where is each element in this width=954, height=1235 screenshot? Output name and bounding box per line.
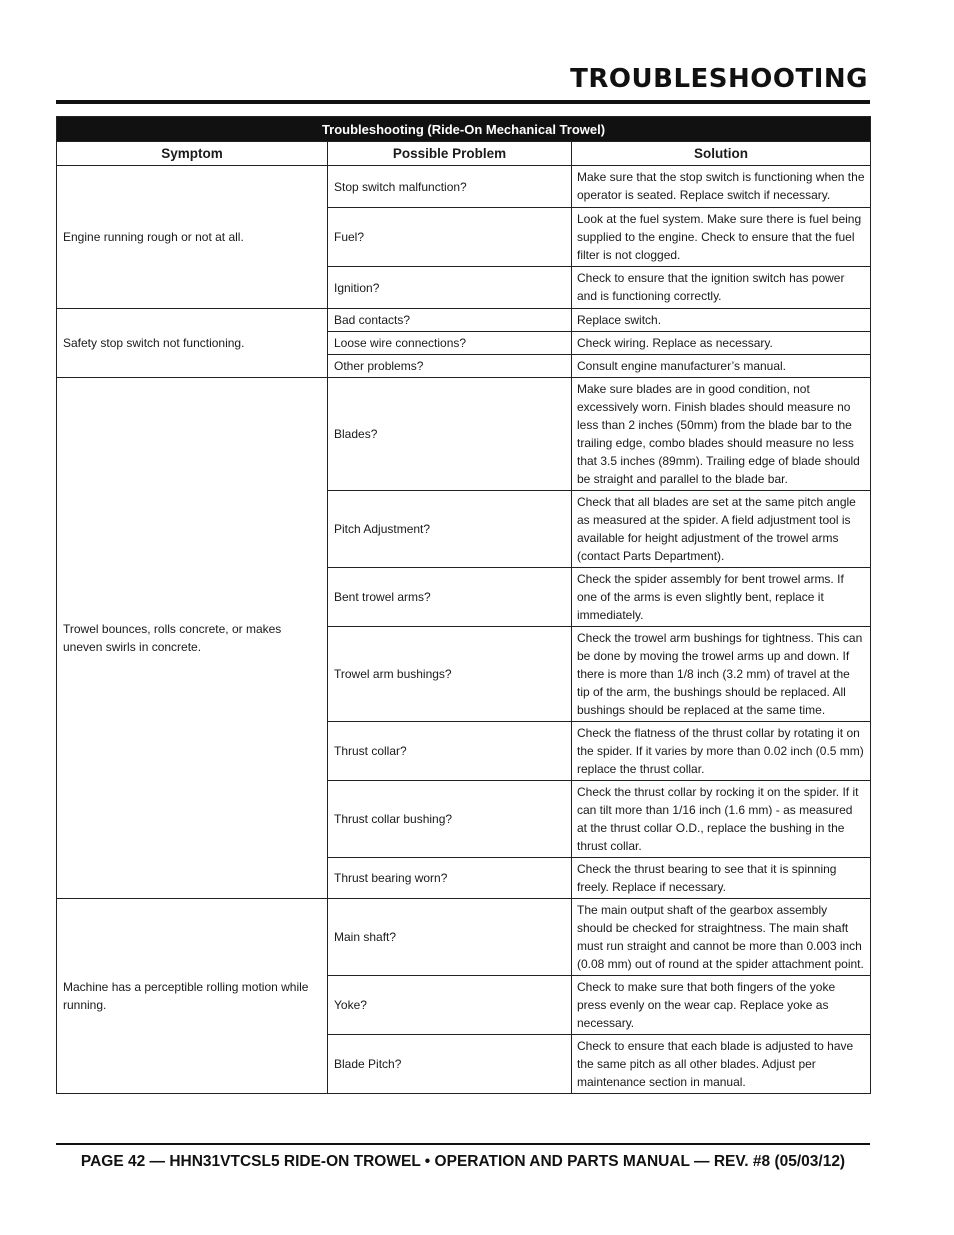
problem-cell: Thrust bearing worn? (328, 858, 572, 899)
symptom-cell: Machine has a perceptible rolling motion while running. (57, 899, 328, 1094)
solution-cell: Check the flatness of the thrust collar by rotating it on the spider. If it varies by more than 0.02 inch (0.5 mm) replace the thrust collar. (572, 722, 871, 781)
solution-cell: Check the spider assembly for bent trowel arms. If one of the arms is even slightly bent, replace it immediately. (572, 568, 871, 627)
symptom-cell: Engine running rough or not at all. (57, 166, 328, 309)
problem-cell: Pitch Adjustment? (328, 491, 572, 568)
problem-cell: Bent trowel arms? (328, 568, 572, 627)
header-symptom: Symptom (57, 142, 328, 166)
solution-cell: The main output shaft of the gearbox assembly should be checked for straightness. The main shaft must run straight and cannot be more than 0.003 inch (0.08 mm) out of round at the spider attachment point. (572, 899, 871, 976)
solution-cell: Make sure that the stop switch is functioning when the operator is seated. Replace switch if necessary. (572, 166, 871, 208)
solution-cell: Check to ensure that the ignition switch has power and is functioning correctly. (572, 267, 871, 309)
problem-cell: Loose wire connections? (328, 332, 572, 355)
solution-cell: Check wiring. Replace as necessary. (572, 332, 871, 355)
header-solution: Solution (572, 142, 871, 166)
title-rule (56, 100, 870, 104)
problem-cell: Thrust collar bushing? (328, 781, 572, 858)
solution-cell: Replace switch. (572, 309, 871, 332)
page-title: TROUBLESHOOTING (570, 64, 868, 94)
header-possible-problem: Possible Problem (328, 142, 572, 166)
problem-cell: Bad contacts? (328, 309, 572, 332)
problem-cell: Thrust collar? (328, 722, 572, 781)
troubleshooting-table (56, 116, 871, 1094)
problem-cell: Main shaft? (328, 899, 572, 976)
problem-cell: Stop switch malfunction? (328, 166, 572, 208)
table-row (57, 899, 871, 976)
problem-cell: Yoke? (328, 976, 572, 1035)
symptom-cell: Safety stop switch not functioning. (57, 309, 328, 378)
solution-cell: Check that all blades are set at the same pitch angle as measured at the spider. A field adjustment tool is available for height adjustment of the trowel arms (contact Parts Department). (572, 491, 871, 568)
solution-cell: Check the thrust bearing to see that it is spinning freely. Replace if necessary. (572, 858, 871, 899)
symptom-cell: Trowel bounces, rolls concrete, or makes uneven swirls in concrete. (57, 378, 328, 899)
solution-cell: Look at the fuel system. Make sure there is fuel being supplied to the engine. Check to ensure that the fuel filter is not clogged. (572, 208, 871, 267)
problem-cell: Other problems? (328, 355, 572, 378)
problem-cell: Fuel? (328, 208, 572, 267)
table-row (57, 166, 871, 208)
page-footer: PAGE 42 — HHN31VTCSL5 RIDE-ON TROWEL • OPERATION AND PARTS MANUAL — REV. #8 (05/03/12) (80, 1153, 846, 1170)
solution-cell: Check the trowel arm bushings for tightness. This can be done by moving the trowel arms up and down. If there is more than 1/8 inch (3.2 mm) of travel at the tip of the arm, the bushings should be replaced. All bushings should be replaced at the same time. (572, 627, 871, 722)
table-caption: Troubleshooting (Ride-On Mechanical Trowel) (57, 117, 871, 142)
problem-cell: Trowel arm bushings? (328, 627, 572, 722)
problem-cell: Blade Pitch? (328, 1035, 572, 1094)
solution-cell: Check to ensure that each blade is adjusted to have the same pitch as all other blades. Adjust per maintenance section in manual. (572, 1035, 871, 1094)
table-row (57, 309, 871, 332)
solution-cell: Check to make sure that both fingers of the yoke press evenly on the wear cap. Replace yoke as necessary. (572, 976, 871, 1035)
solution-cell: Consult engine manufacturer’s manual. (572, 355, 871, 378)
table-row (57, 378, 871, 491)
problem-cell: Ignition? (328, 267, 572, 309)
solution-cell: Make sure blades are in good condition, not excessively worn. Finish blades should measure no less than 2 inches (50mm) from the blade bar to the trailing edge, combo blades should measure no less that 3.5 inches (89mm). Trailing edge of blade should be straight and parallel to the blade bar. (572, 378, 871, 491)
solution-cell: Check the thrust collar by rocking it on the spider. If it can tilt more than 1/16 inch (1.6 mm) - as measured at the thrust collar O.D., replace the bushing in the thrust collar. (572, 781, 871, 858)
footer-rule (56, 1143, 870, 1145)
problem-cell: Blades? (328, 378, 572, 491)
